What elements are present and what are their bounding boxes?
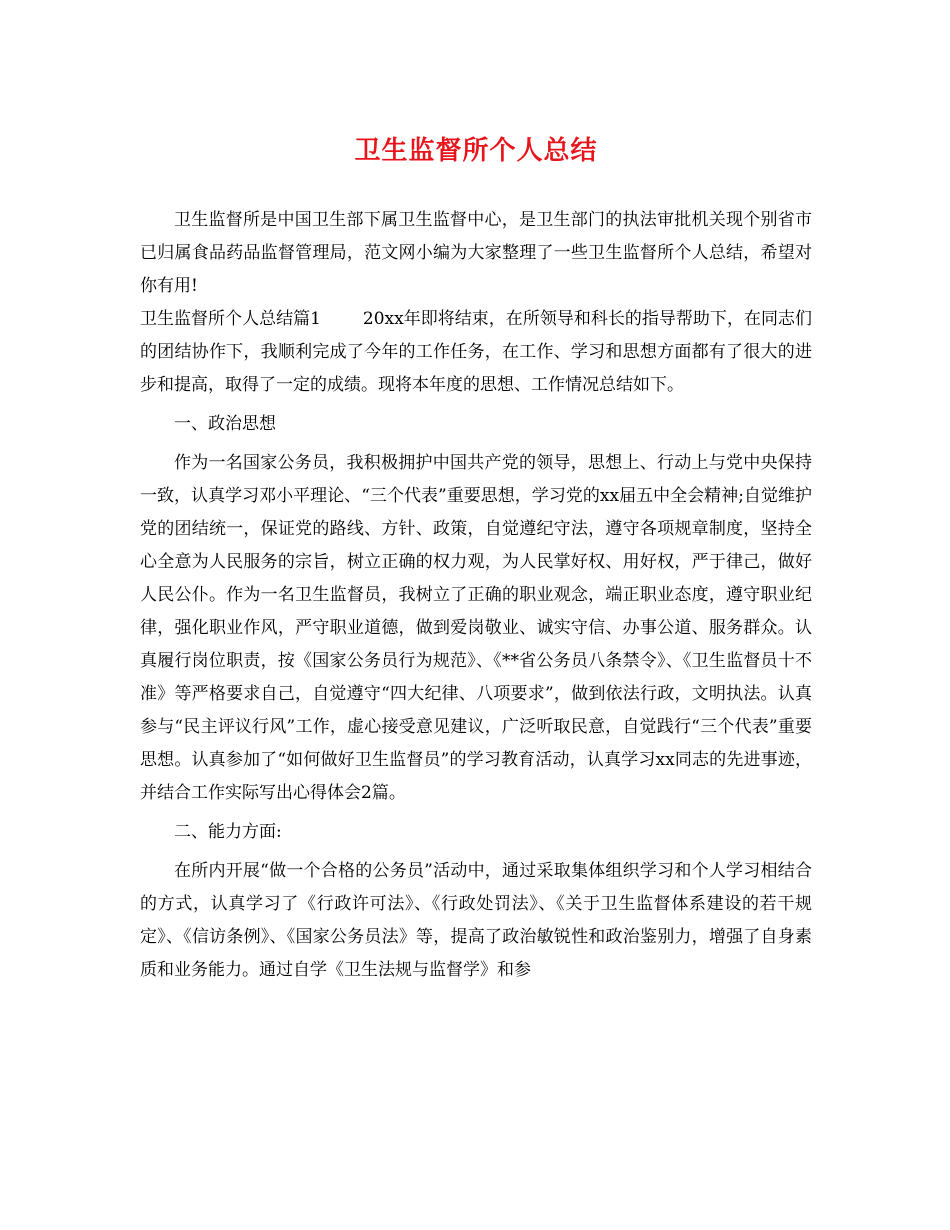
section1-body: 作为一名国家公务员，我积极拥护中国共产党的领导，思想上、行动上与党中央保持一致，认真学习邓小平理论、“三个代表”重要思想，学习党的xx届五中全会精神;自觉维护党的团结统一，保证党的路线、方针、政策，自觉遵纪守法，遵守各项规章制度，坚持全心全意为人民服务的宗旨，树立正确的权力观，为人民掌好权、用好权，严于律己，做好人民公仆。作为一名卫生监督员，我树立了正确的职业观念，端正职业态度，遵守职业纪律，强化职业作风，严守职业道德，做到爱岗敬业、诚实守信、办事公道、服务群众。认真履行岗位职责，按《国家公务员行为规范》、《**省公务员八条禁令》、《卫生监督员十不准》等严格要求自己，自觉遵守“四大纪律、八项要求”，做到依法行政，文明执法。认真参与“民主评议行风”工作，虚心接受意见建议，广泛听取民意，自觉践行“三个代表”重要思想。认真参加了“如何做好卫生监督员”的学习教育活动，认真学习xx同志的先进事迹，并结合工作实际写出心得体会2篇。 xyxy=(140,453,812,803)
section1-heading: 一、政治思想 xyxy=(174,414,276,434)
piece-label: 卫生监督所个人总结篇1 xyxy=(140,309,321,329)
document-title: 卫生监督所个人总结 xyxy=(354,136,598,166)
section2-body: 在所内开展“做一个合格的公务员”活动中，通过采取集体组织学习和个人学习相结合的方式，认真学习了《行政许可法》、《行政处罚法》、《关于卫生监督体系建设的若干规定》、《信访条例》、《国家公务员法》等，提高了政治敏锐性和政治鉴别力，增强了自身素质和业务能力。通过自学《卫生法规与监督学》和参 xyxy=(140,861,812,980)
piece-paragraph xyxy=(140,303,812,402)
piece-opening: 20xx年即将结束，在所领导和科长的指导帮助下，在同志们的团结协作下，我顺利完成了今年的工作任务，在工作、学习和思想方面都有了很大的进步和提高，取得了一定的成绩。现将本年度的思想、工作情况总结如下。 xyxy=(140,309,812,395)
section2-heading: 二、能力方面: xyxy=(174,822,282,842)
document-body xyxy=(140,204,812,987)
intro-paragraph: 卫生监督所是中国卫生部下属卫生监督中心，是卫生部门的执法审批机关现个别省市已归属食品药品监督管理局，范文网小编为大家整理了一些卫生监督所个人总结，希望对你有用! xyxy=(140,210,812,296)
